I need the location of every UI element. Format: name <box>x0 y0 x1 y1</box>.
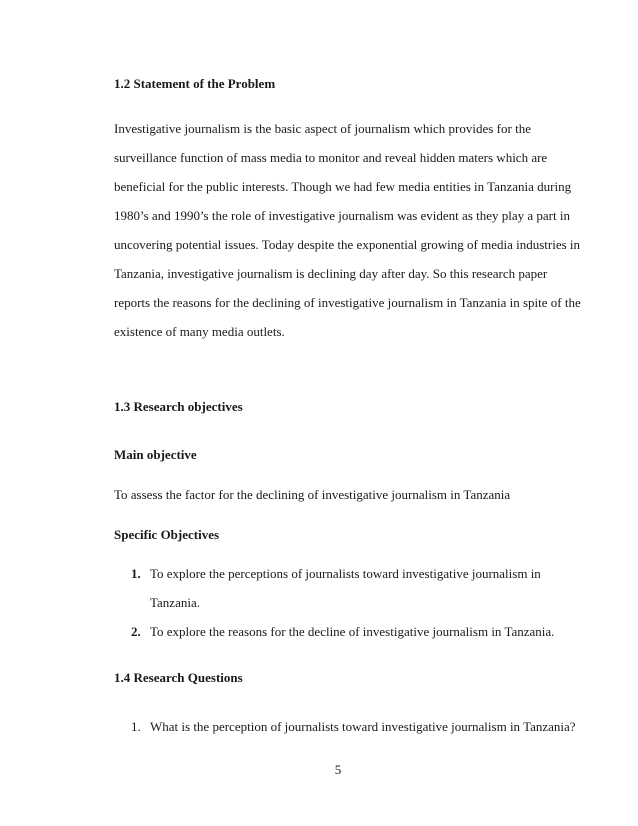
main-objective-text: To assess the factor for the declining of investigative journalism in Tanzania <box>114 487 511 502</box>
subheading-specific-objectives: Specific Objectives <box>114 527 220 542</box>
list-item-number: 1. <box>131 719 141 734</box>
paragraph-line: Investigative journalism is the basic aspect of journalism which provides for the <box>114 121 531 136</box>
section-heading-research-questions: 1.4 Research Questions <box>114 670 243 685</box>
paragraph-line: existence of many media outlets. <box>114 324 285 339</box>
list-item-number: 2. <box>131 624 141 639</box>
paragraph-line: uncovering potential issues. Today despite the exponential growing of media industries in <box>114 237 581 252</box>
paragraph-line: beneficial for the public interests. Though we had few media entities in Tanzania during <box>114 179 572 194</box>
paragraph-line: Tanzania, investigative journalism is declining day after day. So this research paper <box>114 266 548 281</box>
paragraph-line: surveillance function of mass media to monitor and reveal hidden maters which are <box>114 150 548 165</box>
page-number: 5 <box>334 762 342 777</box>
section-heading-research-objectives: 1.3 Research objectives <box>114 399 243 414</box>
paragraph-line: 1980’s and 1990’s the role of investigative journalism was evident as they play a part in <box>114 208 570 223</box>
list-item-text: Tanzania. <box>150 595 200 610</box>
list-item-number: 1. <box>131 566 141 581</box>
subheading-main-objective: Main objective <box>114 447 197 462</box>
list-item-text: What is the perception of journalists toward investigative journalism in Tanzania? <box>150 719 576 734</box>
list-item-text: To explore the reasons for the decline of investigative journalism in Tanzania. <box>150 624 555 639</box>
section-heading-statement-of-problem: 1.2 Statement of the Problem <box>114 76 276 91</box>
list-item-text: To explore the perceptions of journalists toward investigative journalism in <box>150 566 541 581</box>
paragraph-line: reports the reasons for the declining of investigative journalism in Tanzania in spite of the <box>114 295 581 310</box>
